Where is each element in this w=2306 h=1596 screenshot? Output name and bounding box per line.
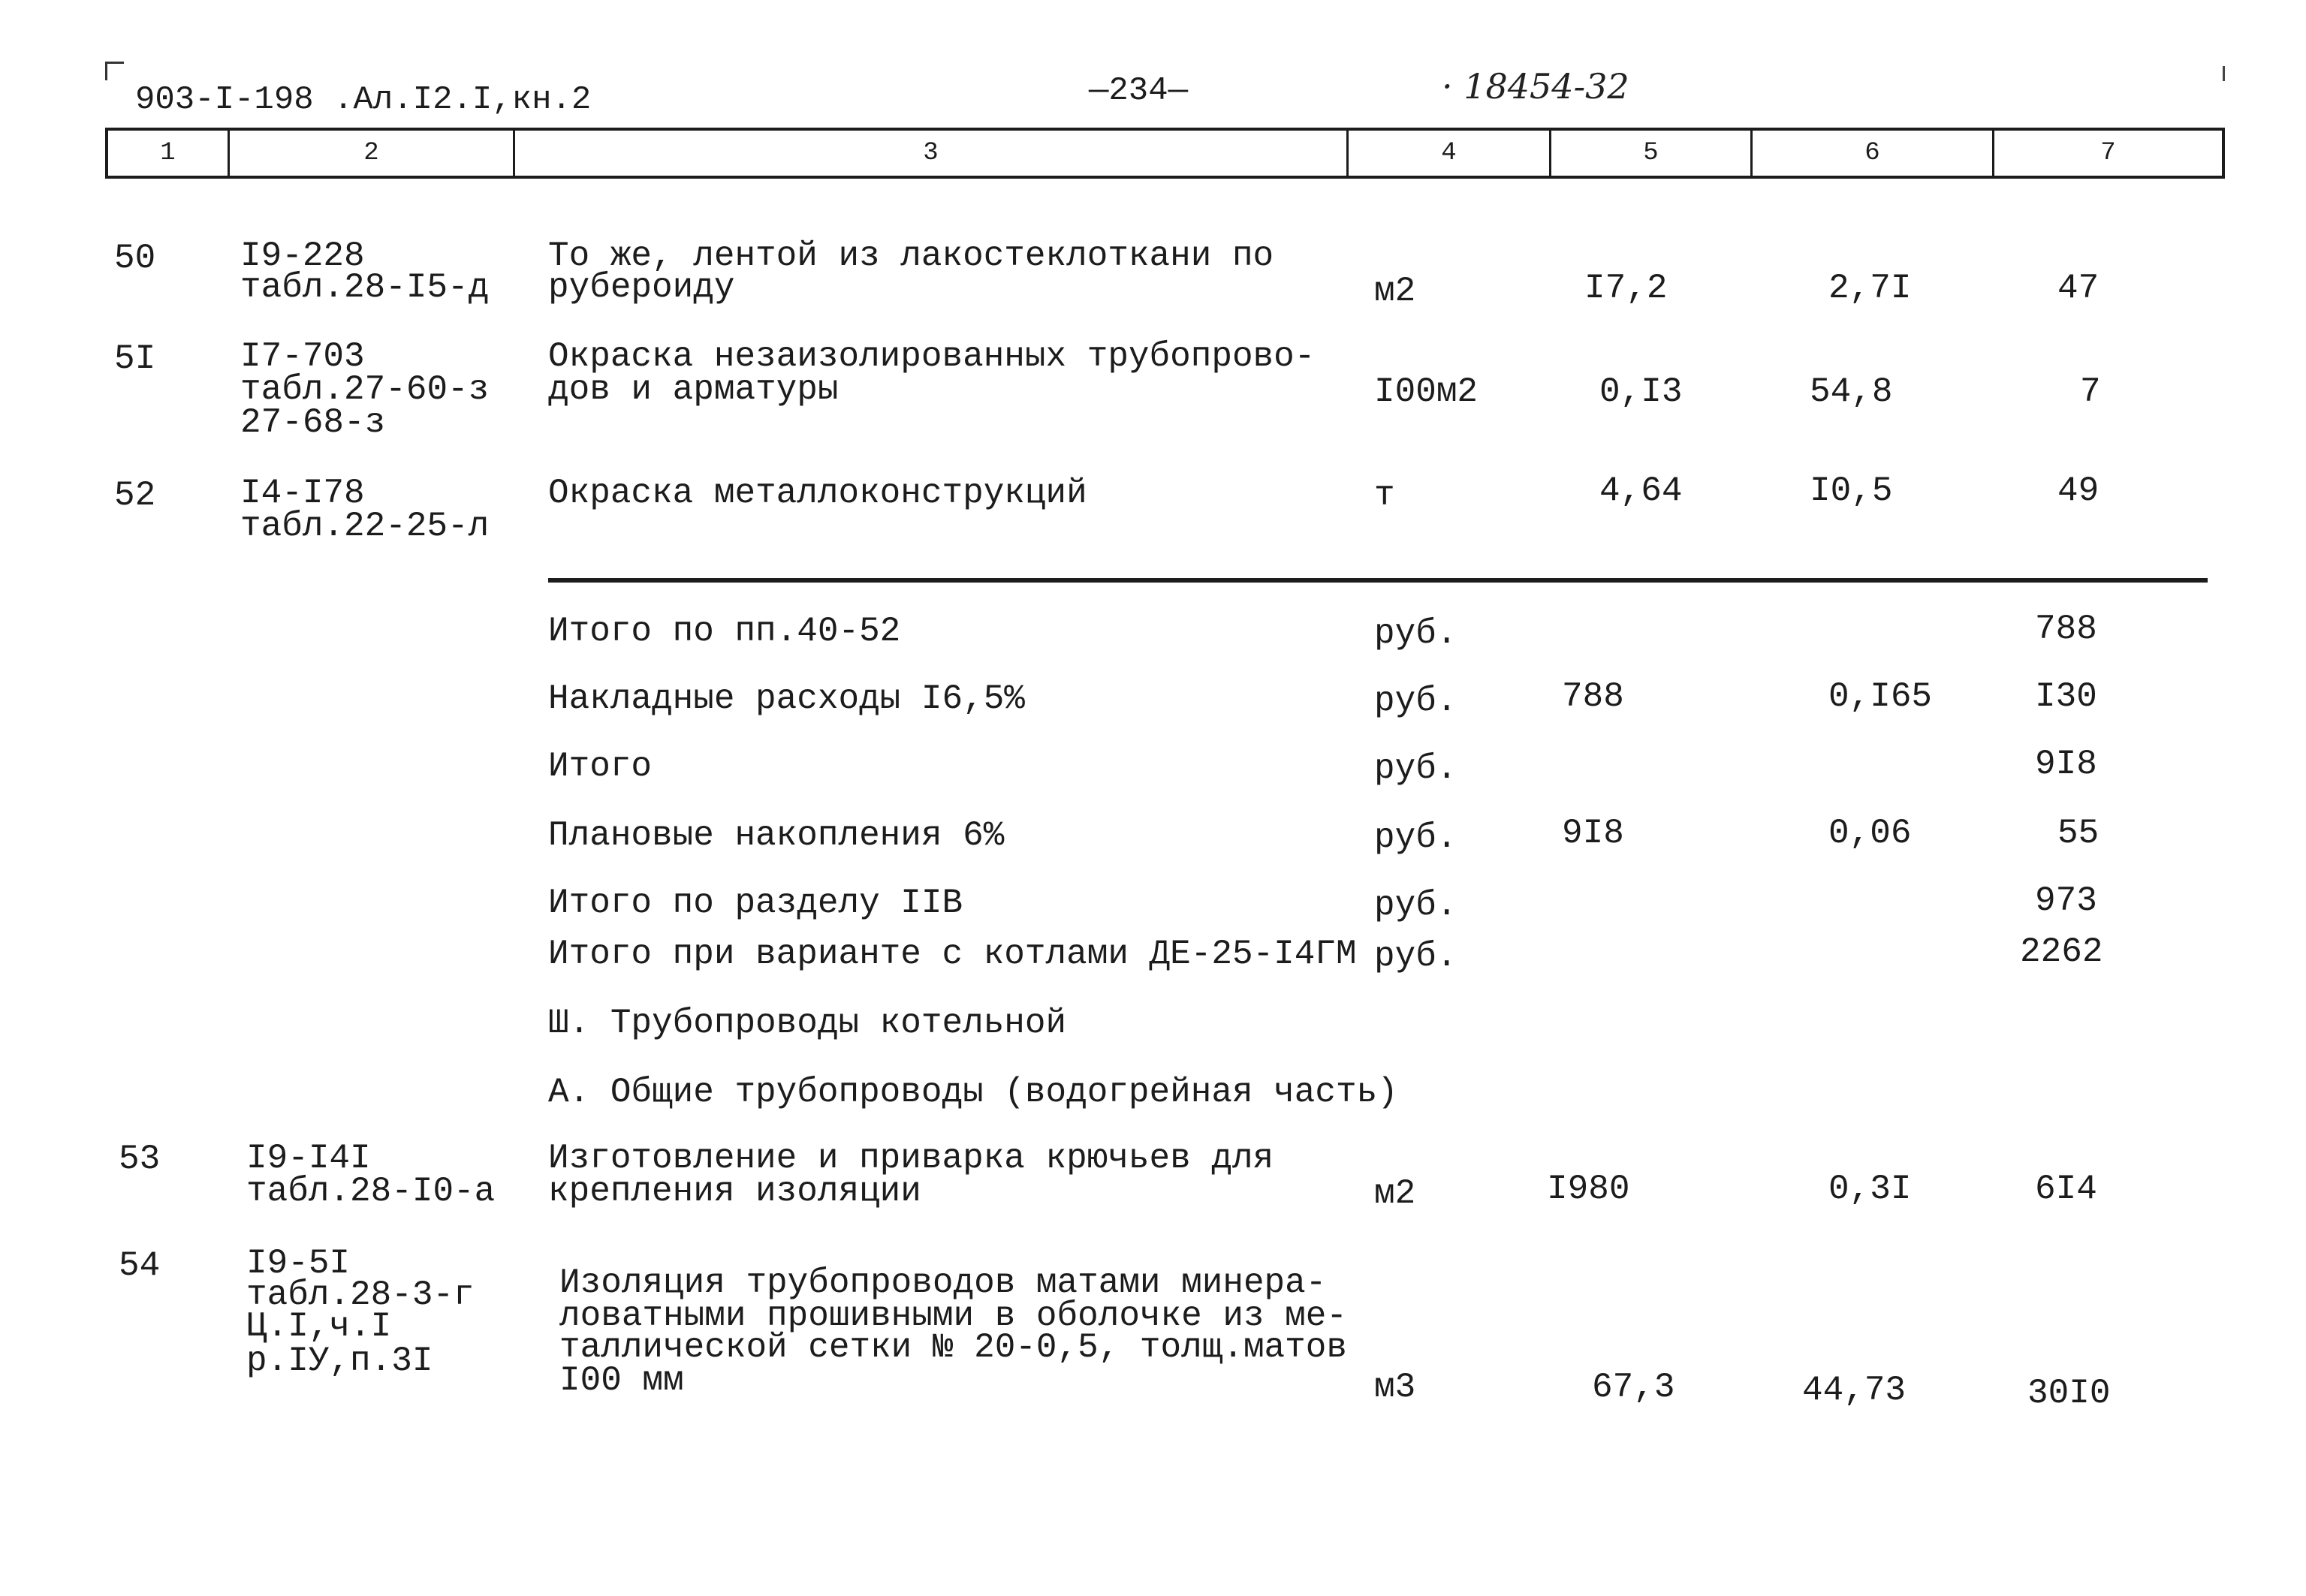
norm-code: I4-I78	[240, 474, 365, 513]
norm-code: I7-703	[240, 337, 365, 376]
norm-code: табл.28-I5-д	[240, 268, 490, 307]
column-header-row	[105, 128, 2225, 179]
norm-code: табл.22-25-л	[240, 507, 490, 546]
row-number: 53	[119, 1140, 161, 1179]
row-number: 5I	[114, 339, 156, 378]
subsection-title: А. Общие трубопроводы (водогрейная часть)	[548, 1073, 1398, 1112]
description: рубероиду	[548, 268, 735, 307]
description: таллической сетки № 20-0,5, толщ.матов	[559, 1328, 1347, 1367]
column-header: 6	[1753, 131, 1994, 176]
column-header: 4	[1349, 131, 1551, 176]
summary-base: 9I8	[1562, 814, 1624, 853]
unit: т	[1374, 476, 1395, 515]
norm-code: I9-5I	[246, 1244, 351, 1283]
summary-total: 55	[2057, 814, 2100, 853]
column-header: 2	[230, 131, 515, 176]
summary-total: I30	[2035, 677, 2097, 716]
quantity: I7,2	[1584, 269, 1668, 308]
quantity: 0,I3	[1599, 372, 1683, 411]
summary-base: 788	[1562, 677, 1624, 716]
unit: I00м2	[1374, 372, 1479, 411]
summary-rate: 0,I65	[1828, 677, 1933, 716]
column-header: 1	[108, 131, 230, 176]
quantity: I980	[1547, 1170, 1630, 1209]
norm-code: Ц.I,ч.I	[246, 1307, 392, 1346]
column-header: 5	[1551, 131, 1753, 176]
unit-price: 2,7I	[1828, 269, 1912, 308]
summary-total: 973	[2035, 881, 2097, 920]
page-number: —234—	[1089, 72, 1189, 110]
summary-label: Итого при варианте с котлами ДЕ-25-I4ГМ	[548, 935, 1357, 974]
summary-total: 2262	[2020, 932, 2103, 971]
unit-price: 44,73	[1802, 1371, 1907, 1410]
summary-unit: руб.	[1374, 682, 1457, 721]
norm-code: табл.28-I0-а	[246, 1172, 496, 1211]
summary-rate: 0,06	[1828, 814, 1912, 853]
description: I00 мм	[559, 1361, 684, 1400]
unit-price: 0,3I	[1828, 1170, 1912, 1209]
description: Окраска металлоконструкций	[548, 474, 1087, 513]
summary-unit: руб.	[1374, 614, 1457, 653]
summary-label: Итого	[548, 747, 653, 786]
unit-price: 54,8	[1810, 372, 1893, 411]
row-number: 52	[114, 476, 156, 515]
unit: м3	[1374, 1368, 1416, 1407]
total: 6I4	[2035, 1170, 2097, 1209]
summary-unit: руб.	[1374, 886, 1457, 925]
unit: м2	[1374, 1174, 1416, 1213]
edge-mark	[2223, 66, 2225, 81]
summary-unit: руб.	[1374, 937, 1457, 976]
summary-total: 788	[2035, 610, 2097, 649]
section-title: Ш. Трубопроводы котельной	[548, 1004, 1067, 1043]
description: дов и арматуры	[548, 370, 839, 409]
description: Изоляция трубопроводов матами минера-	[559, 1263, 1327, 1302]
summary-label: Плановые накопления 6%	[548, 816, 1005, 855]
description: ловатными прошивными в оболочке из ме-	[559, 1296, 1347, 1336]
row-number: 50	[114, 239, 156, 278]
summary-label: Накладные расходы I6,5%	[548, 679, 1025, 718]
unit-price: I0,5	[1810, 471, 1893, 510]
norm-code: I9-228	[240, 236, 365, 276]
summary-label: Итого по разделу IIВ	[548, 884, 963, 923]
description: Изготовление и приварка крючьев для	[548, 1139, 1274, 1178]
total: 47	[2057, 269, 2100, 308]
summary-unit: руб.	[1374, 749, 1457, 788]
total: 49	[2057, 471, 2100, 510]
doc-code: 903-I-198 .Ал.I2.I,кн.2	[135, 81, 592, 119]
norm-code: 27-68-з	[240, 403, 386, 442]
summary-total: 9I8	[2035, 745, 2097, 784]
unit: м2	[1374, 272, 1416, 311]
summary-divider	[548, 578, 2208, 583]
total: 30I0	[2027, 1374, 2111, 1413]
handwritten-ref: · 18454-32	[1442, 66, 1629, 107]
total: 7	[2080, 372, 2101, 411]
summary-unit: руб.	[1374, 818, 1457, 857]
quantity: 4,64	[1599, 471, 1683, 510]
row-number: 54	[119, 1246, 161, 1285]
description: Окраска незаизолированных трубопрово-	[548, 337, 1316, 376]
norm-code: I9-I4I	[246, 1139, 371, 1178]
corner-mark	[105, 62, 124, 80]
description: То же, лентой из лакостеклоткани по	[548, 236, 1274, 276]
norm-code: табл.27-60-з	[240, 370, 490, 409]
summary-label: Итого по пп.40-52	[548, 612, 901, 651]
norm-code: р.IУ,п.3I	[246, 1342, 433, 1381]
description: крепления изоляции	[548, 1172, 921, 1211]
column-header: 7	[2100, 139, 2116, 167]
norm-code: табл.28-3-г	[246, 1275, 475, 1314]
quantity: 67,3	[1592, 1368, 1675, 1407]
column-header: 3	[515, 131, 1349, 176]
